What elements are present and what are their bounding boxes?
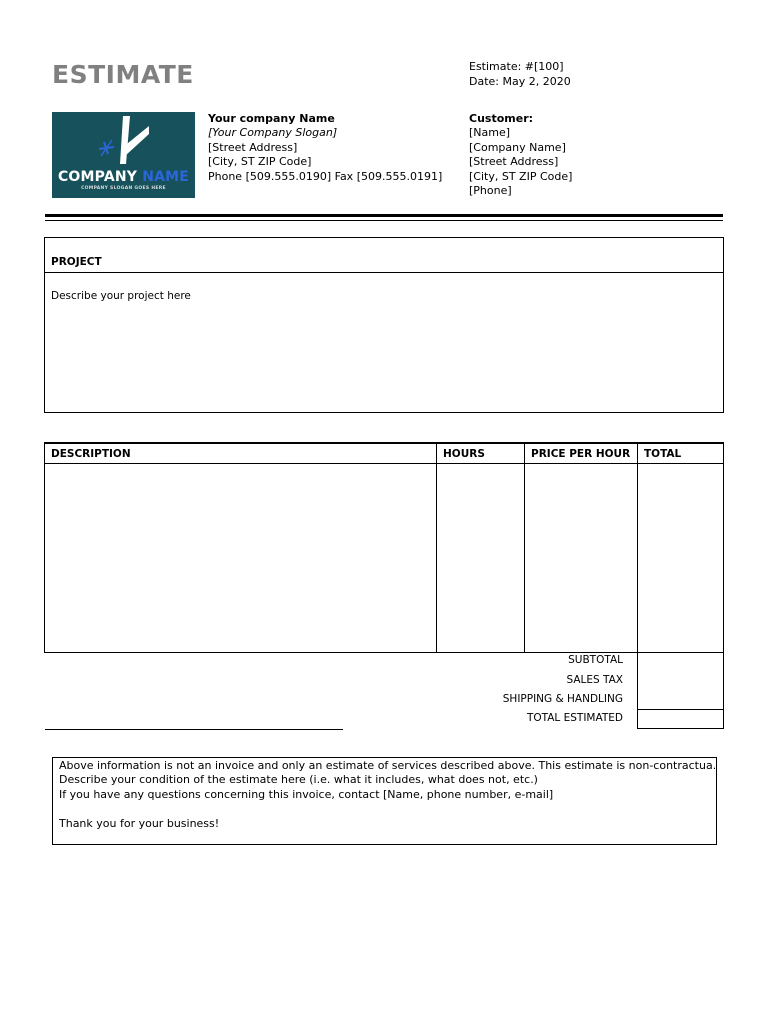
signature-line — [45, 729, 343, 730]
total-estimated-divider — [638, 709, 723, 710]
subtotal-label: SUBTOTAL — [568, 654, 623, 666]
company-phone-fax: Phone [509.555.0190] Fax [509.555.0191] — [208, 170, 443, 183]
notes-box — [52, 757, 717, 845]
company-slogan: [Your Company Slogan] — [208, 126, 338, 139]
customer-phone: [Phone] — [469, 184, 512, 197]
notes-line-3: If you have any questions concerning this invoice, contact [Name, phone number, e-mail] — [59, 788, 554, 801]
column-header-hours: HOURS — [443, 448, 485, 460]
customer-name: [Name] — [469, 126, 511, 139]
project-section — [44, 237, 724, 413]
estimate-date: Date: May 2, 2020 — [469, 75, 571, 88]
logo-word-name: NAME — [142, 169, 190, 185]
company-street: [Street Address] — [208, 141, 298, 154]
column-divider — [524, 444, 525, 652]
header-divider-thick — [45, 214, 723, 217]
customer-street: [Street Address] — [469, 155, 559, 168]
customer-city: [City, ST ZIP Code] — [469, 170, 573, 183]
column-header-description: DESCRIPTION — [51, 448, 131, 460]
estimate-number: Estimate: #[100] — [469, 60, 564, 73]
company-city: [City, ST ZIP Code] — [208, 155, 312, 168]
totals-values-column — [637, 650, 724, 729]
table-header-divider — [45, 463, 723, 464]
project-header — [45, 238, 723, 273]
notes-line-1: Above information is not an invoice and only an estimate of services described above. This estimate is non-contractua. — [59, 759, 717, 772]
page-title: ESTIMATE — [52, 60, 194, 89]
line-items-table — [44, 442, 724, 653]
logo-word-company: COMPANY — [57, 169, 138, 185]
notes-line-4: Thank you for your business! — [59, 817, 220, 830]
shipping-label: SHIPPING & HANDLING — [502, 693, 623, 705]
sales-tax-label: SALES TAX — [566, 674, 623, 686]
column-divider — [637, 444, 638, 652]
logo-wordmark — [52, 169, 195, 185]
notes-line-2: Describe your condition of the estimate here (i.e. what it includes, what does not, etc.) — [59, 773, 538, 786]
customer-heading: Customer: — [469, 112, 534, 125]
project-heading: PROJECT — [51, 256, 102, 268]
customer-company: [Company Name] — [469, 141, 566, 154]
project-description[interactable]: Describe your project here — [51, 290, 191, 302]
column-header-price-per-hour: PRICE PER HOUR — [531, 448, 631, 460]
total-estimated-label: TOTAL ESTIMATED — [526, 712, 623, 724]
company-name: Your company Name — [208, 112, 335, 125]
company-logo — [52, 112, 195, 198]
header-divider-thin — [45, 220, 723, 221]
column-divider — [436, 444, 437, 652]
logo-slogan: COMPANY SLOGAN GOES HERE — [81, 186, 166, 191]
column-header-total: TOTAL — [644, 448, 682, 460]
